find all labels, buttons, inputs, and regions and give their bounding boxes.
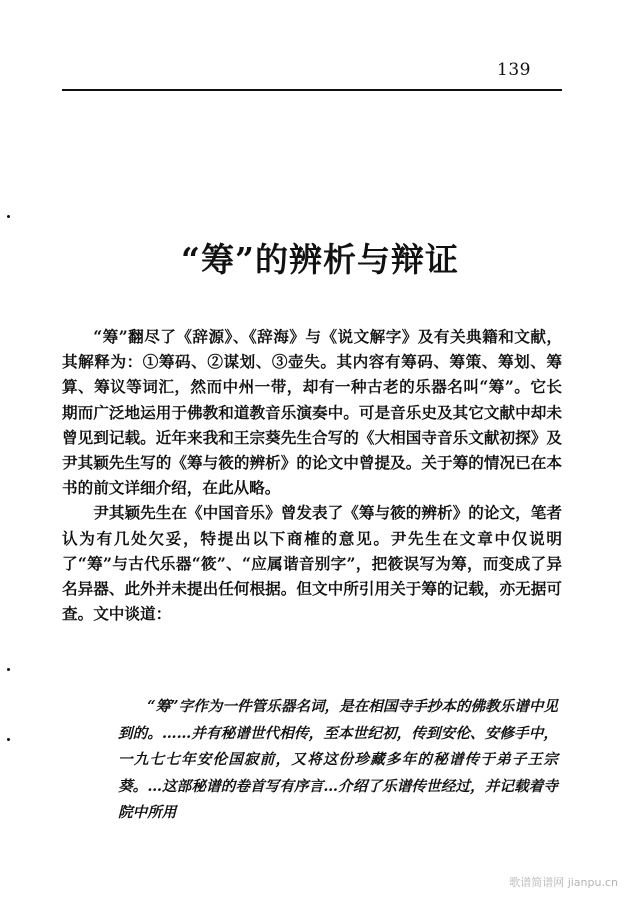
margin-mark xyxy=(7,215,10,218)
quote-paragraph: “筹”字作为一件管乐器名词，是在相国寺手抄本的佛教乐谱中见到的。……并有秘谱世代相传，至本世纪初，传到安伦、安修手中，一九七七年安伦国寂前，又将这份珍藏多年的秘谱传于弟子王宗葵。…这部秘谱的卷首写有序言…介绍了乐谱传世经过，并记载着寺院中所用 xyxy=(118,698,559,821)
article-body xyxy=(62,324,562,626)
margin-mark xyxy=(7,668,10,671)
page-number: 139 xyxy=(497,60,531,80)
body-paragraph: 尹其颖先生在《中国音乐》曾发表了《筹与筱的辨析》的论文，笔者认为有几处欠妥，特提出以下商榷的意见。尹先生在文章中仅说明了“筹”与古代乐器“筱”、“应属谐音别字”，把筱误写为筹，而变成了异名异器、此外并未提出任何根据。但文中所引用关于筹的记载，亦无据可查。文中谈道： xyxy=(62,503,562,624)
block-quote xyxy=(118,694,558,827)
article-title: “筹”的辨析与辩证 xyxy=(181,240,459,280)
site-watermark: 歌谱简谱网 jianpu.cn xyxy=(509,876,618,889)
header-rule xyxy=(62,89,562,91)
margin-mark xyxy=(7,738,10,741)
body-paragraph: “筹”翻尽了《辞源》、《辞海》与《说文解字》及有关典籍和文献，其解释为：①筹码、②谋划、③壶失。其内容有筹码、筹策、筹划、筹算、筹议等词汇，然而中州一带，却有一种古老的乐器名叫“筹”。它长期而广泛地运用于佛教和道教音乐演奏中。可是音乐史及其它文献中却未曾见到记载。近年来我和王宗葵先生合写的《大相国寺音乐文献初探》及尹其颖先生写的《筹与筱的辨析》的论文中曾提及。关于筹的情况已在本书的前文详细介绍，在此从略。 xyxy=(62,327,562,498)
